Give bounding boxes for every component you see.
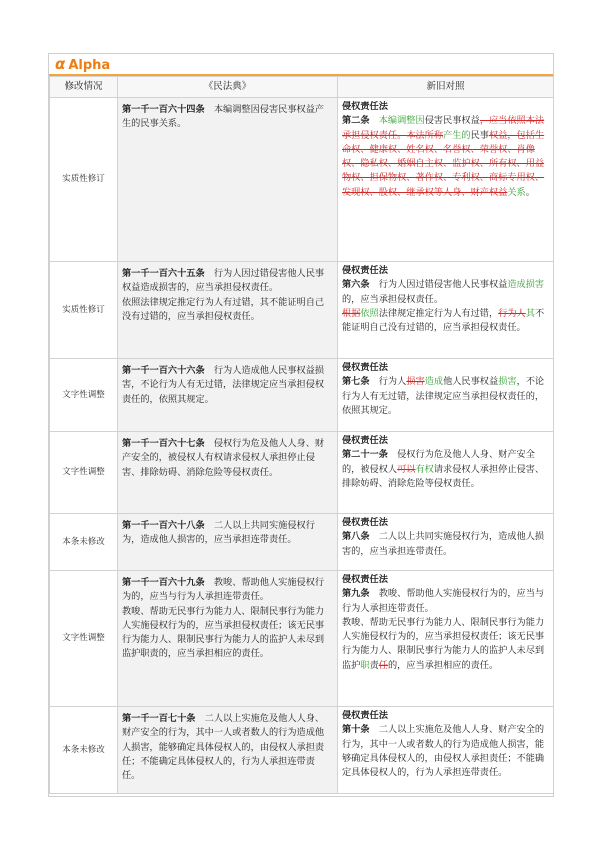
article-paragraph: [122, 364, 333, 407]
comparison-table: [49, 76, 554, 794]
table-header-row: [50, 77, 554, 98]
change-status: 本条未修改: [50, 707, 118, 794]
article-paragraph: [122, 576, 333, 605]
old-law-comparison: [338, 571, 554, 707]
source-law-name: 侵权责任法: [342, 517, 388, 528]
comparison-paragraph: [342, 375, 549, 418]
added-text: 造成: [424, 376, 444, 388]
comparison-paragraph: [342, 278, 549, 307]
article-text: 行为人造成他人民事权益损害，不论行为人有无过错，法律规定应当承担侵权责任的，依照其规定。: [122, 365, 325, 405]
article-number: 第二条: [342, 115, 370, 127]
source-law-name: 侵权责任法: [342, 265, 388, 276]
alpha-logo-icon: α: [55, 55, 66, 73]
comparison-paragraph: [342, 587, 549, 616]
article-number: 第七条: [342, 376, 370, 388]
article-paragraph: [122, 267, 333, 296]
unchanged-text: 二人以上共同实施侵权行为，造成他人损害的，应当承担连带责任。: [342, 531, 545, 557]
source-law-name: 侵权责任法: [342, 710, 388, 721]
deleted-text: 根据: [342, 307, 361, 319]
civil-code-article: [118, 571, 338, 707]
civil-code-article: [118, 262, 338, 359]
article-paragraph: [122, 605, 333, 662]
change-status: 实质性修订: [50, 98, 118, 262]
article-text: 行为人因过错侵害他人民事权益造成损害的，应当承担侵权责任。: [122, 268, 325, 294]
unchanged-text: 的，应当承担相应的责任。: [387, 659, 499, 671]
article-number: 第一千一百七十条: [122, 713, 196, 724]
deleted-text: 权益，包括生命权、健康权、姓名权、名誉权、荣誉权、肖像权、隐私权、婚姻自主权、监护权、所有权、用益物权、担保物权、著作权、专利权、商标专用权、发现权、股权、继承权等人身、财产权益: [342, 129, 545, 198]
article-text: 教唆、帮助他人实施侵权行为的，应当与行为人承担连带责任。: [122, 577, 325, 603]
change-status: 本条未修改: [50, 514, 118, 571]
comparison-paragraph: [342, 530, 549, 559]
deleted-text: 可以: [397, 463, 416, 475]
unchanged-text: 不能证明自己没有过错的，应当承担侵权责任。: [342, 307, 545, 334]
comparison-document: [48, 53, 554, 797]
old-law-comparison: [338, 98, 554, 262]
source-law-name: 侵权责任法: [342, 362, 388, 373]
added-text: 关系: [507, 186, 526, 198]
change-status: 文字性调整: [50, 359, 118, 432]
unchanged-text: 民事: [470, 129, 489, 141]
article-number: 第九条: [342, 588, 370, 600]
comparison-paragraph: [342, 723, 549, 780]
added-text: 产生的: [443, 129, 471, 141]
deleted-text: ，应当依照本法承担侵权责任。: [342, 115, 545, 141]
source-law-name: 侵权责任法: [342, 101, 388, 112]
brand-name: Alpha: [68, 58, 111, 73]
deleted-text: 本法所称: [406, 129, 444, 141]
deleted-text: 任: [378, 659, 388, 671]
change-status: 实质性修订: [50, 262, 118, 359]
deleted-text: 损害: [406, 376, 425, 388]
article-paragraph: [122, 437, 333, 480]
column-header-civil-code: 《民法典》: [118, 77, 338, 98]
civil-code-article: [118, 707, 338, 794]
article-text: 教唆、帮助无民事行为能力人、限制民事行为能力人实施侵权行为的，应当承担侵权责任；该无民事行为能力人、限制民事行为能力人的监护人未尽到监护职责的，应当承担相应的责任。: [122, 605, 325, 660]
article-text: 侵权行为危及他人人身、财产安全的，被侵权人有权请求侵权人承担停止侵害、排除妨碍、消除危险等侵权责任。: [122, 438, 325, 478]
comparison-paragraph: [342, 448, 549, 491]
unchanged-text: 责: [369, 659, 379, 671]
civil-code-article: [118, 98, 338, 262]
unchanged-text: ，不论行为人有无过错，法律规定应当承担侵权责任的，依照其规定。: [342, 376, 545, 416]
civil-code-article: [118, 432, 338, 514]
added-text: 本编调整因: [378, 115, 425, 127]
old-law-comparison: [338, 514, 554, 571]
added-text: 依照: [360, 307, 379, 319]
unchanged-text: 行为人因过错侵害他人民事权益: [369, 279, 508, 291]
added-text: 造成损害: [507, 279, 545, 291]
article-text: 依照法律规定推定行为人有过错，其不能证明自己没有过错的，应当承担侵权责任。: [122, 296, 325, 322]
added-text: 有权: [415, 463, 434, 475]
table-row: [50, 432, 554, 514]
article-text: 二人以上共同实施侵权行为，造成他人损害的，应当承担连带责任。: [122, 520, 315, 546]
deleted-text: 行为人: [498, 307, 526, 319]
article-paragraph: [122, 103, 333, 132]
alpha-logo: [55, 55, 110, 73]
unchanged-text: 他人民事权益: [443, 376, 499, 388]
unchanged-text: [370, 115, 379, 126]
source-law-name: 侵权责任法: [342, 574, 388, 585]
old-law-comparison: [338, 432, 554, 514]
civil-code-article: [118, 514, 338, 571]
old-law-comparison: [338, 707, 554, 794]
article-paragraph: [122, 519, 333, 548]
change-status: 文字性调整: [50, 571, 118, 707]
comparison-paragraph: [342, 616, 549, 673]
article-paragraph: [122, 296, 333, 325]
table-row: [50, 98, 554, 262]
change-status: 文字性调整: [50, 432, 118, 514]
article-number: 第六条: [342, 279, 370, 291]
table-row: [50, 359, 554, 432]
article-number: 第一千一百六十八条: [122, 520, 205, 531]
old-law-comparison: [338, 359, 554, 432]
column-header-status: 修改情况: [50, 77, 118, 98]
article-number: 第一千一百六十四条: [122, 104, 205, 115]
added-text: 损害: [498, 376, 517, 388]
unchanged-text: 二人以上实施危及他人人身、财产安全的行为，其中一人或者数人的行为造成他人损害，能够确定具体侵权人的，由侵权人承担责任；不能确定具体侵权人的，行为人承担连带责任。: [342, 724, 545, 779]
article-number: 第十条: [342, 724, 370, 736]
table-row: [50, 514, 554, 571]
unchanged-text: 。: [525, 186, 535, 198]
table-row: [50, 707, 554, 794]
source-law-name: 侵权责任法: [342, 435, 388, 446]
article-number: 第一千一百六十六条: [122, 365, 205, 376]
article-paragraph: [122, 712, 333, 783]
comparison-paragraph: [342, 114, 549, 200]
unchanged-text: 侵害民事权益: [424, 115, 480, 127]
unchanged-text: 侵权行为危及他人人身、财产安全的，被侵权人: [342, 449, 535, 475]
unchanged-text: 教唆、帮助他人实施侵权行为的，应当与行为人承担连带责任。: [342, 588, 545, 614]
unchanged-text: 行为人: [369, 376, 407, 388]
unchanged-text: 的，应当承担侵权责任。: [342, 293, 444, 305]
table-row: [50, 571, 554, 707]
article-number: 第一千一百六十九条: [122, 577, 205, 588]
comparison-paragraph: [342, 307, 549, 336]
added-text: 职: [360, 659, 370, 671]
article-number: 第一千一百六十七条: [122, 438, 205, 449]
column-header-comparison: 新旧对照: [338, 77, 554, 98]
unchanged-text: 请求侵权人承担停止侵害、排除妨碍、消除危险等侵权责任。: [342, 463, 545, 489]
unchanged-text: 教唆、帮助无民事行为能力人、限制民事行为能力人实施侵权行为的，应当承担侵权责任；该无民事行为能力人、限制民事行为能力人的监护人未尽到监护: [342, 616, 545, 671]
article-text: 二人以上实施危及他人人身、财产安全的行为，其中一人或者数人的行为造成他人损害，能够确定具体侵权人的，由侵权人承担责任；不能确定具体侵权人的，行为人承担连带责任。: [122, 713, 325, 782]
article-number: 第八条: [342, 531, 370, 543]
article-number: 第二十一条: [342, 449, 388, 461]
unchanged-text: 法律规定推定行为人有过错，: [378, 307, 499, 319]
added-text: 其: [525, 307, 535, 319]
brand-header: [49, 54, 553, 76]
old-law-comparison: [338, 262, 554, 359]
civil-code-article: [118, 359, 338, 432]
article-number: 第一千一百六十五条: [122, 268, 205, 279]
table-row: [50, 262, 554, 359]
article-text: 本编调整因侵害民事权益产生的民事关系。: [122, 104, 325, 130]
